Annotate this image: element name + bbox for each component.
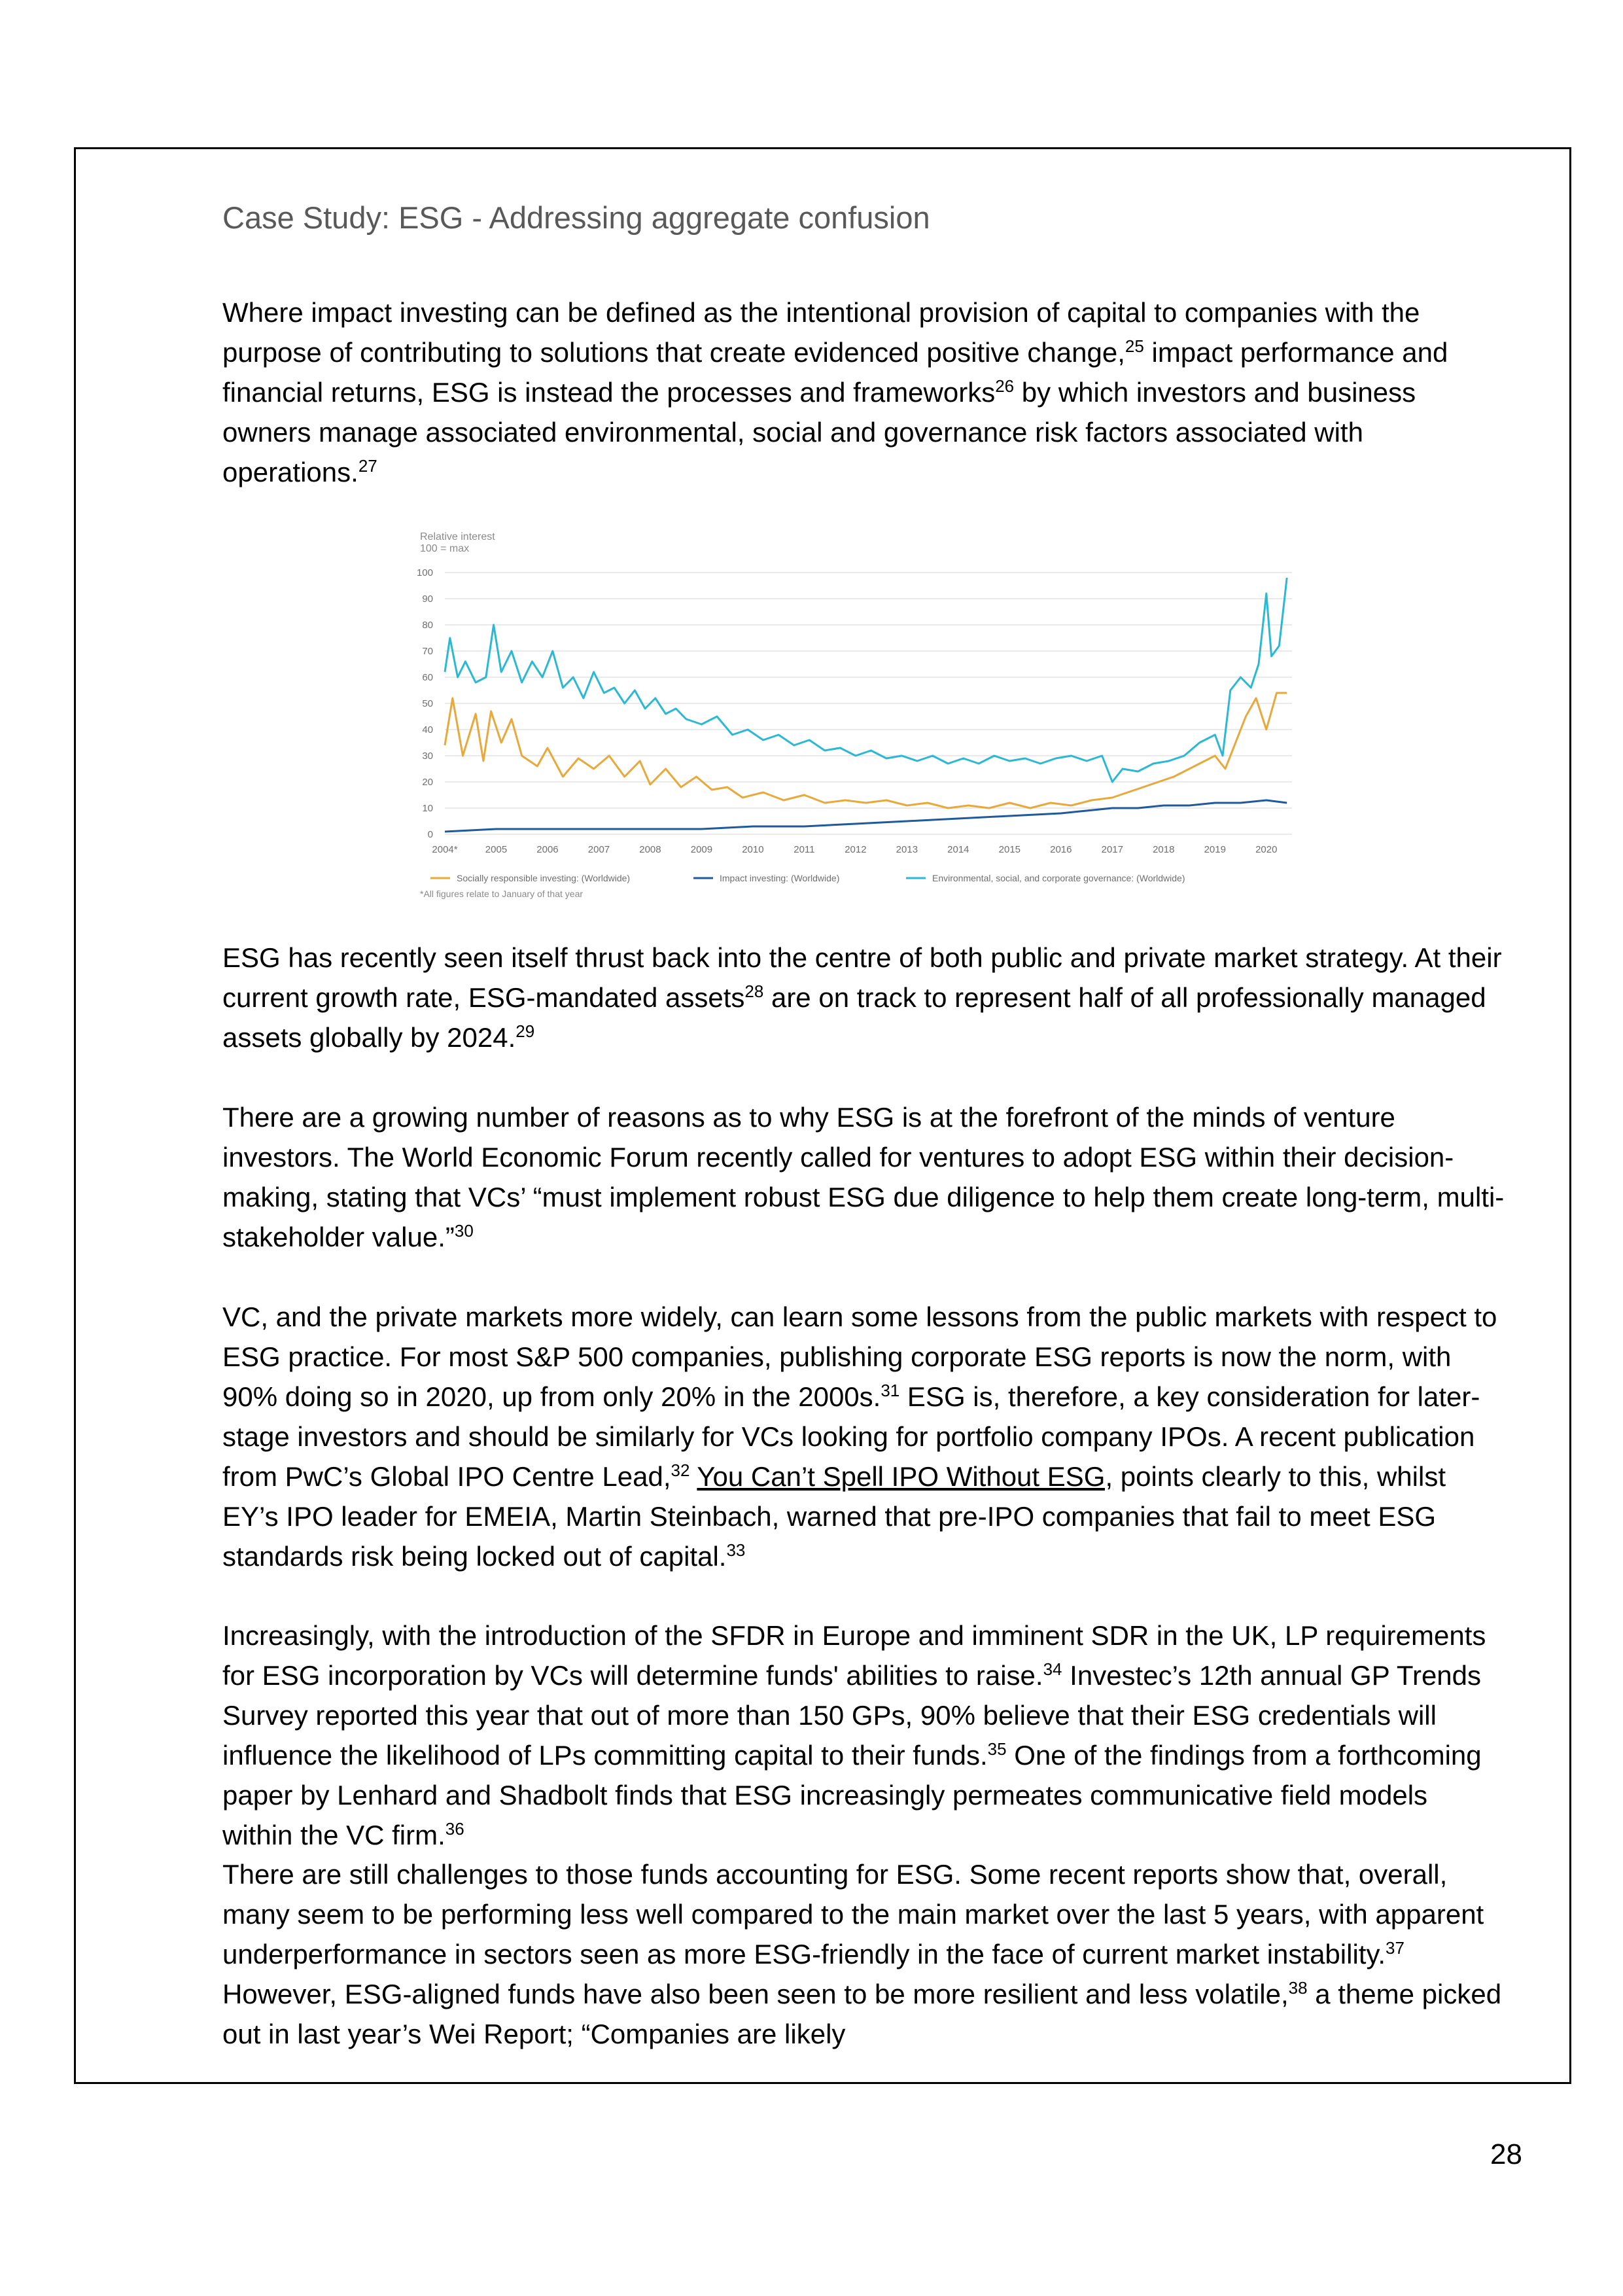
y-tick-label: 90: [422, 593, 433, 605]
y-tick-label: 50: [422, 698, 433, 709]
x-tick-label: 2018: [1153, 844, 1175, 855]
x-tick-label: 2005: [485, 844, 508, 855]
y-tick-label: 80: [422, 620, 433, 631]
footnote-ref: 28: [744, 981, 764, 1001]
legend-label: Impact investing: (Worldwide): [720, 873, 840, 883]
y-tick-label: 100: [416, 567, 433, 578]
series-line-2: [445, 800, 1287, 832]
x-tick-label: 2014: [947, 844, 969, 855]
y-tick-label: 40: [422, 724, 433, 735]
footnote-ref: 33: [726, 1540, 746, 1560]
footnote-ref: 37: [1386, 1938, 1405, 1958]
x-tick-labels: [432, 844, 1277, 855]
footnote-ref: 26: [995, 376, 1015, 396]
x-tick-label: 2007: [587, 844, 610, 855]
series-line-3: [445, 578, 1287, 782]
paragraph-1: Where impact investing can be defined as the intentional provision of capital to companies with the purpose of contributing to solutions that create evidenced positive change,$^{25}$ impact performance and financial returns, ESG is instead the processes and frameworks$^{26}$ by which investors and business owners manage associated environmental, social and governance risk factors associated with operations.$^{27}$: [222, 297, 1448, 487]
x-tick-label: 2015: [998, 844, 1021, 855]
x-tick-label: 2013: [896, 844, 918, 855]
footnote-ref: 38: [1288, 1978, 1308, 1998]
y-axis-label: 100 = max: [420, 543, 470, 554]
footnote-ref: 36: [445, 1819, 464, 1839]
footnote-ref: 32: [671, 1460, 690, 1480]
chart-footnote: *All figures relate to January of that year: [420, 889, 584, 899]
interest-line-chart: [406, 520, 1315, 906]
series-line-1: [445, 693, 1287, 808]
footnote-ref: 25: [1125, 336, 1144, 356]
footnote-ref: 31: [881, 1381, 900, 1400]
x-tick-label: 2008: [639, 844, 661, 855]
y-tick-label: 20: [422, 777, 433, 788]
page-number: 28: [1490, 2138, 1522, 2170]
chart-grid: [445, 573, 1292, 834]
y-axis-label: Relative interest: [420, 531, 495, 542]
x-tick-label: 2012: [845, 844, 867, 855]
x-tick-label: 2006: [536, 844, 559, 855]
publication-link[interactable]: You Can’t Spell IPO Without ESG,: [697, 1461, 1113, 1492]
paragraph-5: Increasingly, with the introduction of the SFDR in Europe and imminent SDR in the UK, LP requirements for ESG incorporation by VCs will determine funds' abilities to raise.$^{34}$ Investec’s 12th annual GP Trends Survey reported this year that out of more than 150 GPs, 90% believe that their ESG credentials will influence the likelihood of LPs committing capital to their funds.$^{35}$ One of the findings from a forthcoming paper by Lenhard and Shadbolt finds that ESG increasingly permeates communicative field models within the VC firm.$^{36}$: [222, 1620, 1486, 1850]
footnote-ref: 34: [1043, 1659, 1062, 1679]
legend-label: Socially responsible investing: (Worldwide): [457, 873, 631, 883]
y-tick-labels: [417, 567, 433, 840]
footnote-ref: 27: [358, 456, 377, 476]
footnote-ref: 35: [987, 1739, 1007, 1759]
x-tick-label: 2017: [1101, 844, 1123, 855]
legend-label: Environmental, social, and corporate governance: (Worldwide): [932, 873, 1185, 883]
footnote-ref: 29: [515, 1021, 535, 1041]
chart-legend: [430, 873, 1185, 883]
paragraph-6: There are still challenges to those funds accounting for ESG. Some recent reports show that, overall, many seem to be performing less well compared to the main market over the last 5 years, with apparent underperformance in sectors seen as more ESG-friendly in the face of current market instability.$^{37}$ However, ESG-aligned funds have also been seen to be more resilient and less volatile,$^{38}$ a theme picked out in last year’s Wei Report; “Companies are likely: [222, 1859, 1502, 2049]
x-tick-label: 2019: [1204, 844, 1226, 855]
x-tick-label: 2020: [1255, 844, 1278, 855]
x-tick-label: 2011: [794, 844, 815, 855]
paragraph-4: VC, and the private markets more widely, can learn some lessons from the public markets with respect to ESG practice. For most S&P 500 companies, publishing corporate ESG reports is now the norm, with 90% doing so in 2020, up from only 20% in the 2000s.$^{31}$ ESG is, therefore, a key consideration for later-stage investors and should be similarly for VCs looking for portfolio company IPOs. A recent publication from PwC’s Global IPO Centre Lead,$^{32}$ You Can’t Spell IPO Without ESG, points clearly to this, whilst EY’s IPO leader for EMEIA, Martin Steinbach, warned that pre-IPO companies that fail to meet ESG standards risk being locked out of capital.$^{33}$: [222, 1301, 1497, 1572]
x-tick-label: 2004*: [432, 844, 458, 855]
x-tick-label: 2010: [742, 844, 764, 855]
chart-series: [445, 578, 1287, 832]
paragraph-2: ESG has recently seen itself thrust back into the centre of both public and private market strategy. At their current growth rate, ESG-mandated assets$^{28}$ are on track to represent half of all professionally managed assets globally by 2024.29: [222, 942, 1502, 1053]
x-tick-label: 2009: [690, 844, 713, 855]
paragraph-3: There are a growing number of reasons as to why ESG is at the forefront of the minds of venture investors. The World Economic Forum recently called for ventures to adopt ESG within their decision-making, stating that VCs’ “must implement robust ESG due diligence to help them create long-term, multi-stakeholder value.”$^{30}$: [222, 1102, 1505, 1252]
x-tick-label: 2016: [1050, 844, 1072, 855]
y-tick-label: 70: [422, 646, 433, 657]
y-tick-label: 60: [422, 672, 433, 683]
y-tick-label: 0: [427, 829, 433, 840]
y-tick-label: 10: [422, 803, 433, 814]
footnote-ref: 30: [454, 1221, 474, 1241]
section-heading: Case Study: ESG - Addressing aggregate confusion: [222, 200, 930, 235]
y-tick-label: 30: [422, 751, 433, 762]
